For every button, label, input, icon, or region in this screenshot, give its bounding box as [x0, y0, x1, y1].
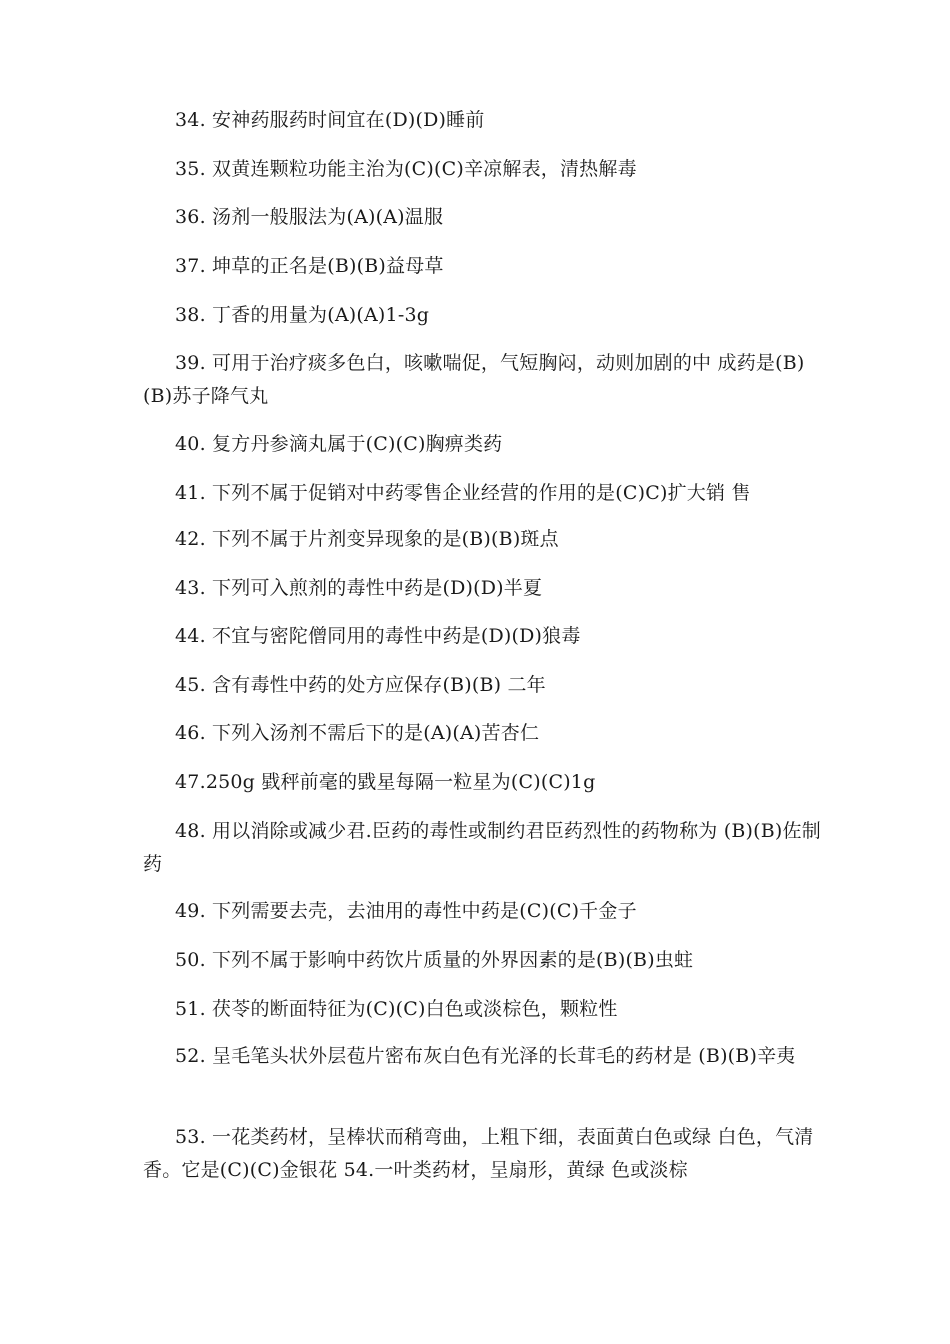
answer-item-38: 38. 丁香的用量为(A)(A)1-3g: [175, 304, 430, 326]
answer-item-42: 42. 下列不属于片剂变异现象的是(B)(B)斑点: [175, 528, 559, 550]
answer-item-39: 39. 可用于治疗痰多色白，咳嗽喘促，气短胸闷，动则加剧的中 成药是(B)(B)苏子降气丸: [143, 352, 805, 407]
answer-item-34: 34. 安神药服药时间宜在(D)(D)睡前: [175, 109, 485, 131]
answer-item-35: 35. 双黄连颗粒功能主治为(C)(C)辛凉解表，清热解毒: [175, 158, 637, 180]
answer-item-51: 51. 茯苓的断面特征为(C)(C)白色或淡棕色，颗粒性: [175, 998, 618, 1020]
answer-item-49: 49. 下列需要去壳，去油用的毒性中药是(C)(C)千金子: [175, 900, 637, 922]
answer-item-41: 41. 下列不属于促销对中药零售企业经营的作用的是(C)C)扩大销 售: [175, 482, 751, 504]
answer-item-50: 50. 下列不属于影响中药饮片质量的外界因素的是(B)(B)虫蛀: [175, 949, 694, 971]
answer-item-48: 48. 用以消除或减少君.臣药的毒性或制约君臣药烈性的药物称为 (B)(B)佐制药: [143, 820, 821, 875]
answer-item-44: 44. 不宜与密陀僧同用的毒性中药是(D)(D)狼毒: [175, 625, 581, 647]
answer-item-52: 52. 呈毛笔头状外层苞片密布灰白色有光泽的长茸毛的药材是 (B)(B)辛夷: [175, 1045, 796, 1067]
answer-item-45: 45. 含有毒性中药的处方应保存(B)(B) 二年: [175, 674, 546, 696]
answer-item-40: 40. 复方丹参滴丸属于(C)(C)胸痹类药: [175, 433, 503, 455]
answer-item-43: 43. 下列可入煎剂的毒性中药是(D)(D)半夏: [175, 577, 543, 599]
answer-item-46: 46. 下列入汤剂不需后下的是(A)(A)苦杏仁: [175, 722, 540, 744]
answer-item-37: 37. 坤草的正名是(B)(B)益母草: [175, 255, 444, 277]
answer-item-47: 47.250g 戥秤前毫的戥星每隔一粒星为(C)(C)1g: [175, 771, 596, 793]
answer-item-53: 53. 一花类药材，呈棒状而稍弯曲，上粗下细，表面黄白色或绿 白色，气清香。它是(C)(C)金银花 54.一叶类药材，呈扇形，黄绿 色或淡棕: [143, 1126, 814, 1181]
answer-item-36: 36. 汤剂一般服法为(A)(A)温服: [175, 206, 444, 228]
